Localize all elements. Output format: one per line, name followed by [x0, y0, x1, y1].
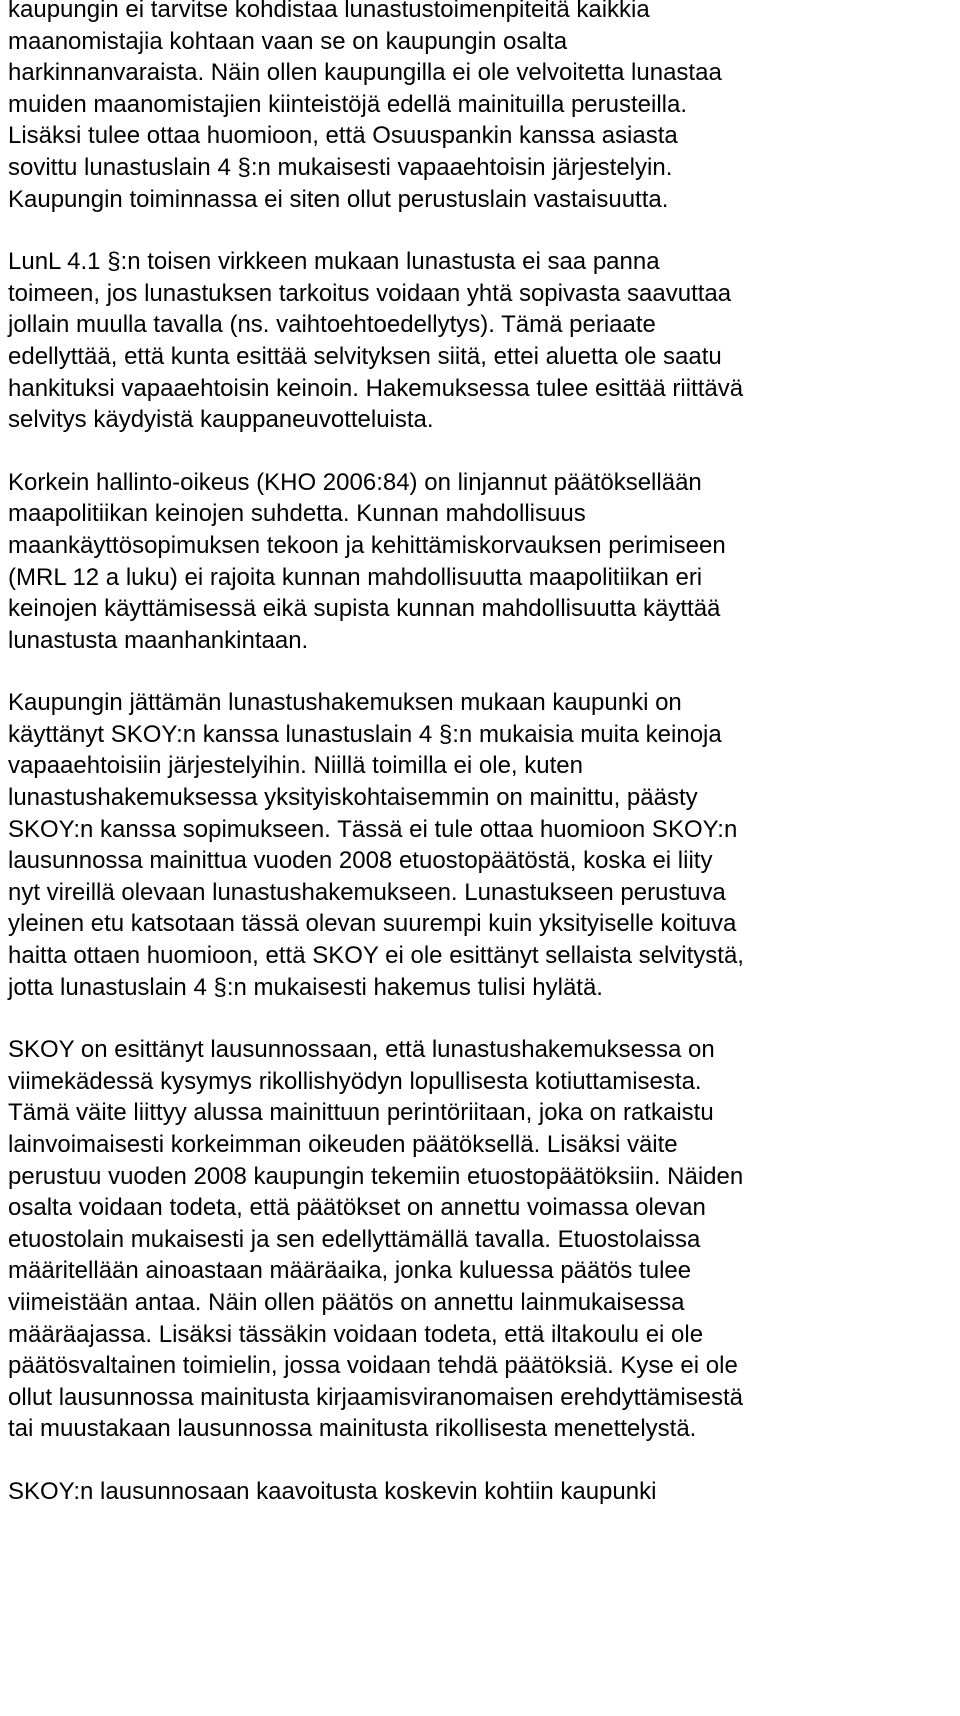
text-line: määräajassa. Lisäksi tässäkin voidaan todeta, että iltakoulu ei ole [8, 1320, 704, 1348]
text-line: lunastusta maanhankintaan. [8, 626, 309, 654]
text-line: maapolitiikan keinojen suhdetta. Kunnan mahdollisuus [8, 500, 586, 528]
text-line: SKOY:n kanssa sopimukseen. Tässä ei tule ottaa huomioon SKOY:n [8, 815, 738, 843]
text-line: nyt vireillä olevaan lunastushakemukseen. Lunastukseen perustuva [8, 878, 726, 906]
paragraph-6 [8, 1476, 953, 1508]
text-line: osalta voidaan todeta, että päätökset on annettu voimassa olevan [8, 1194, 706, 1222]
text-line: lausunnossa mainittua vuoden 2008 etuostopäätöstä, koska ei liity [8, 847, 713, 875]
text-line: jollain muulla tavalla (ns. vaihtoehtoedellytys). Tämä periaate [8, 311, 656, 339]
text-line: Kaupungin jättämän lunastushakemuksen mukaan kaupunki on [8, 689, 682, 717]
text-line: lainvoimaisesti korkeimman oikeuden päätöksellä. Lisäksi väite [8, 1131, 678, 1158]
text-line: Tämä väite liittyy alussa mainittuun perintöriitaan, joka on ratkaistu [8, 1099, 714, 1127]
document-page [8, 0, 953, 1539]
text-line: maanomistajia kohtaan vaan se on kaupungin osalta [8, 27, 568, 55]
paragraph-1 [8, 0, 953, 215]
paragraph-5 [8, 1034, 953, 1445]
text-line: hankituksi vapaaehtoisin keinoin. Hakemuksessa tulee esittää riittävä [8, 374, 744, 402]
text-line: kaupungin ei tarvitse kohdistaa lunastustoimenpiteitä kaikkia [8, 0, 650, 23]
text-line: Kaupungin toiminnassa ei siten ollut perustuslain vastaisuutta. [8, 185, 669, 213]
text-line: toimeen, jos lunastuksen tarkoitus voidaan yhtä sopivasta saavuttaa [8, 279, 732, 307]
text-line: ollut lausunnossa mainitusta kirjaamisviranomaisen erehdyttämisestä [8, 1383, 744, 1411]
text-line: edellyttää, että kunta esittää selvityksen siitä, ettei aluetta ole saatu [8, 342, 722, 370]
text-line: päätösvaltainen toimielin, jossa voidaan tehdä päätöksiä. Kyse ei ole [8, 1352, 738, 1380]
text-line: SKOY:n lausunnosaan kaavoitusta koskevin kohtiin kaupunki [8, 1477, 657, 1505]
text-line: tai muustakaan lausunnossa mainitusta rikollisesta menettelystä. [8, 1415, 697, 1443]
text-line: maankäyttösopimuksen tekoon ja kehittämiskorvauksen perimiseen [8, 531, 726, 559]
text-line: perustuu vuoden 2008 kaupungin tekemiin etuostopäätöksiin. Näiden [8, 1162, 744, 1190]
text-line: lunastushakemuksessa yksityiskohtaisemmin on mainittu, päästy [8, 784, 698, 812]
paragraph-3 [8, 467, 953, 657]
text-line: keinojen käyttämisessä eikä supista kunnan mahdollisuutta käyttää [8, 595, 721, 623]
text-line: yleinen etu katsotaan tässä olevan suurempi kuin yksityiselle koituva [8, 910, 737, 938]
text-line: sovittu lunastuslain 4 §:n mukaisesti vapaaehtoisin järjestelyin. [8, 153, 673, 181]
text-line: harkinnanvaraista. Näin ollen kaupungilla ei ole velvoitetta lunastaa [8, 59, 722, 87]
text-line: LunL 4.1 §:n toisen virkkeen mukaan lunastusta ei saa panna [8, 248, 660, 276]
text-line: muiden maanomistajien kiinteistöjä edellä mainituilla perusteilla. [8, 90, 688, 118]
text-line: viimeistään antaa. Näin ollen päätös on annettu lainmukaisessa [8, 1288, 685, 1316]
text-line: vapaaehtoisiin järjestelyihin. Niillä toimilla ei ole, kuten [8, 752, 583, 780]
text-line: etuostolain mukaisesti ja sen edellyttämällä tavalla. Etuostolaissa [8, 1225, 701, 1253]
text-line: haitta ottaen huomioon, että SKOY ei ole esittänyt sellaista selvitystä, [8, 942, 744, 970]
text-line: Korkein hallinto-oikeus (KHO 2006:84) on linjannut päätöksellään [8, 468, 702, 496]
text-line: käyttänyt SKOY:n kanssa lunastuslain 4 §:n mukaisia muita keinoja [8, 720, 722, 748]
paragraph-2 [8, 246, 953, 436]
text-line: määritellään ainoastaan määräaika, jonka kuluessa päätös tulee [8, 1257, 692, 1285]
text-line: jotta lunastuslain 4 §:n mukaisesti hakemus tulisi hylätä. [8, 973, 603, 1001]
text-line: viimekädessä kysymys rikollishyödyn lopullisesta kotiuttamisesta. [8, 1067, 702, 1095]
text-line: SKOY on esittänyt lausunnossaan, että lunastushakemuksessa on [8, 1036, 715, 1064]
text-line: Lisäksi tulee ottaa huomioon, että Osuuspankin kanssa asiasta [8, 122, 678, 150]
text-line: (MRL 12 a luku) ei rajoita kunnan mahdollisuutta maapolitiikan eri [8, 563, 703, 591]
paragraph-4 [8, 687, 953, 1003]
text-line: selvitys käydyistä kauppaneuvotteluista. [8, 406, 434, 434]
